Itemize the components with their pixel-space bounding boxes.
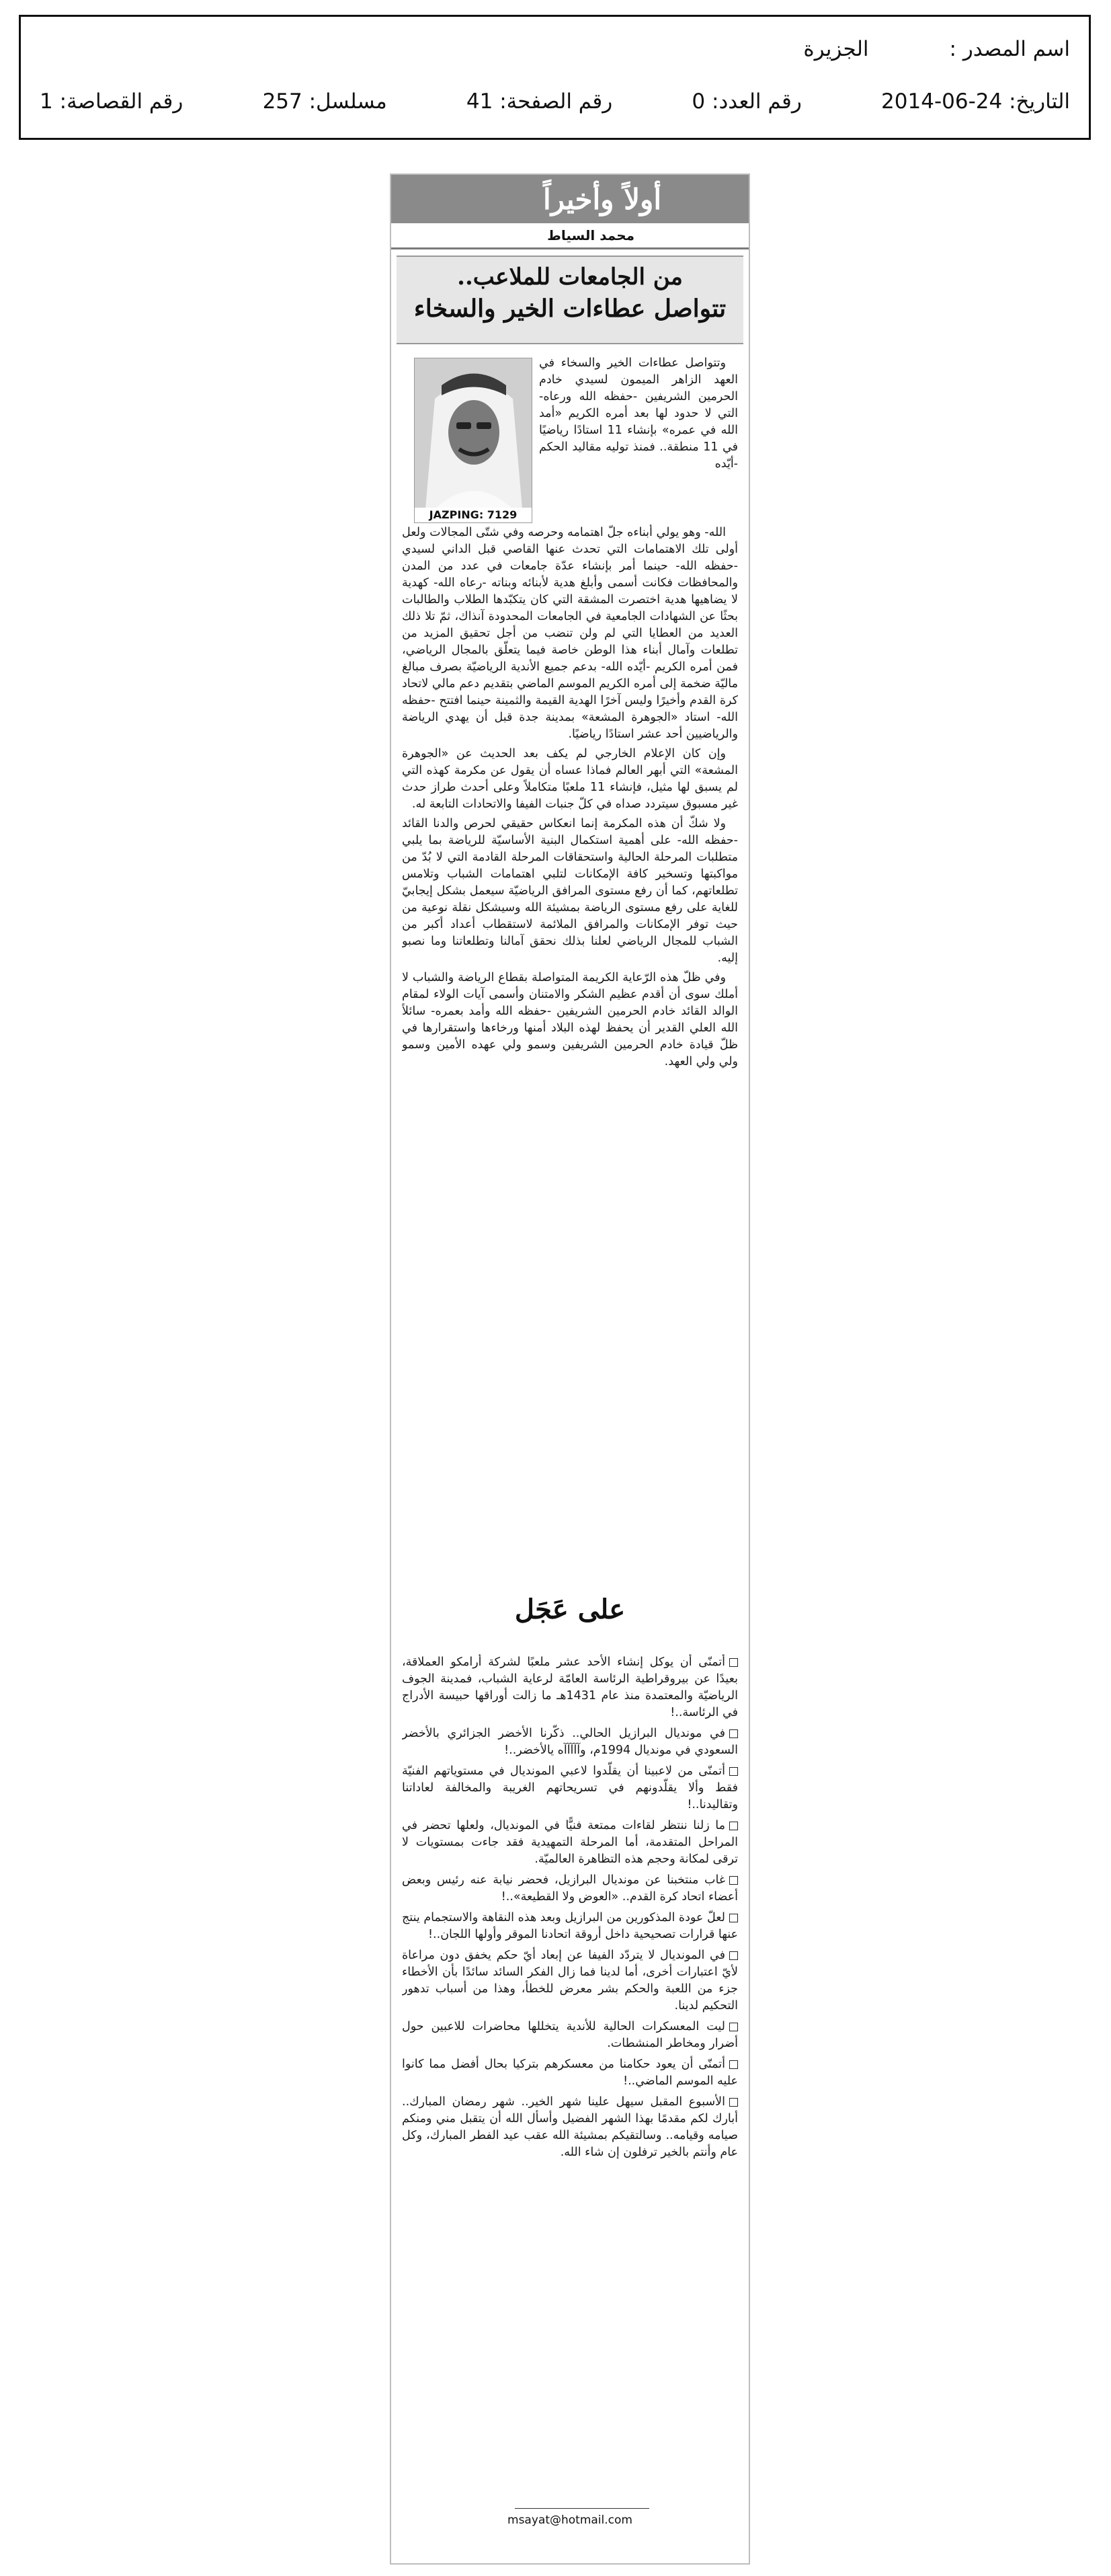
serial-field: مسلسل: 257: [262, 89, 387, 114]
quick-notes-list: [402, 1654, 738, 2501]
checkbox-bullet-icon: [729, 2060, 738, 2069]
list-item: [402, 2019, 738, 2052]
list-item-text: أتمنّى من لاعبينا أن يقلّدوا لاعبي المونديال في مستوياتهم الفنيّة فقط وألا يقلّدونهم في تسريحاتهم الغريبة والمخالفة لعاداتنا وتقاليدنا..!: [402, 1764, 738, 1811]
checkbox-bullet-icon: [729, 1729, 738, 1738]
list-item: [402, 1725, 738, 1759]
checkbox-bullet-icon: [729, 1822, 738, 1830]
list-item-text: غاب منتخبنا عن مونديال البرازيل، فحضر نيابة عنه رئيس وبعض أعضاء اتحاد كرة القدم.. «العوض ولا القطيعة»..!: [402, 1873, 738, 1904]
byline-divider: [391, 247, 749, 249]
article-body: [402, 524, 738, 1580]
article-intro: [539, 355, 738, 523]
column-banner: [391, 175, 749, 223]
list-item: [402, 2056, 738, 2090]
list-item: [402, 1763, 738, 1813]
headline-line-2: تتواصل عطاءات الخير والسخاء: [413, 295, 727, 323]
headline-line-1: من الجامعات للملاعب..: [457, 264, 683, 290]
list-item: [402, 1910, 738, 1943]
body-paragraph-4: وفي ظلّ هذه الرّعاية الكريمة المتواصلة بقطاع الرياضة والشباب لا أملك سوى أن أقدم عظيم الشكر والامتنان وأسمى آيات الولاء لمقام الوالد القائد خادم الحرمين الشريفين -حفظه الله وأمد بعمره- سائلاً الله العلي القدير أن يحفظ لهذه البلاد أمنها ورخاءها واستقرارها في ظلّ قيادة خادم الحرمين الشريفين وسمو ولي عهده الأمين وسمو ولي ولي العهد.: [402, 971, 738, 1068]
list-item-text: أتمنّى أن يعود حكامنا من معسكرهم بتركيا بحال أفضل مما كانوا عليه الموسم الماضي..!: [402, 2058, 738, 2088]
signature-divider: [515, 2508, 649, 2509]
body-paragraph-2: وإن كان الإعلام الخارجي لم يكف بعد الحديث عن «الجوهرة المشعة» التي أبهر العالم فماذا عساه أن يقول عن مكرمة كهذه التي لم يسبق لها مثيل، فإنشاء 11 ملعبًا متكاملاً وعلى أحدث طراز حدث غير مسبوق سيتردد صداه في كلّ جنبات الفيفا والاتحادات التابعة له.: [402, 747, 738, 811]
source-row: [40, 37, 1070, 61]
clip-number-field: رقم القصاصة: 1: [40, 89, 183, 114]
issue-field: رقم العدد: 0: [692, 89, 802, 114]
clipping-info-box: [19, 15, 1091, 140]
checkbox-bullet-icon: [729, 2023, 738, 2031]
source-value: الجزيرة: [803, 37, 869, 61]
checkbox-bullet-icon: [729, 1951, 738, 1960]
body-paragraph-1: الله- وهو يولي أبناءه جلّ اهتمامه وحرصه وفي شتّى المجالات ولعل أولى تلك الاهتمامات التي تحدث عنها القاصي قبل الداني لسيدي -حفظه الله- حينما أمر بإنشاء عدّة جامعات في عدد من المدن والمحافظات فكانت أسمى وأبلغ هدية لأبنائه وبناته -رعاه الله- كهدية لا يضاهيها هدية اختصرت المشقة التي كان يتكبّدها الطلاب والطالبات بحثًا عن الشهادات الجامعية في الجامعات المحدودة آنذاك، ثمّ تلا ذلك العديد من العطايا التي لم ولن تنضب من أجل تحقيق المزيد من تطلعات وآمال أبناء هذا الوطن خاصة فيما يتعلّق بالمجال الرياضي، فمن أمره الكريم -أيّده الله- بدعم جميع الأندية الرياضيّة بصرف مبالغ ماليّة ضخمة إلى أمره الكريم الموسم الماضي بتقديم دعم مالي لاتحاد كرة القدم وأخيرًا وليس آخرًا الهدية القيمة والثمينة حينما افتتح -حفظه الله- استاد «الجوهرة المشعة» بمدينة جدة قبل أن يهدي الرياضة والرياضيين أحد عشر استادًا رياضيًا.: [402, 526, 738, 741]
list-item: [402, 1872, 738, 1906]
checkbox-bullet-icon: [729, 1876, 738, 1885]
checkbox-bullet-icon: [729, 1767, 738, 1776]
checkbox-bullet-icon: [729, 1914, 738, 1922]
list-item-text: في المونديال لا يتردّد الفيفا عن إبعاد أيّ حكم يخفق دون مراعاة لأيّ اعتبارات أخرى، أما لدينا فما زال الفكر السائد سائدًا بأن الأخطاء جزء من اللعبة والحكم بشر معرض للخطأ، وهذا من أسباب تدهور التحكيم لدينا.: [402, 1949, 738, 2013]
author-portrait-image: [415, 358, 532, 509]
article-headline: [397, 256, 743, 344]
intro-paragraph: وتتواصل عطاءات الخير والسخاء في العهد الزاهر الميمون لسيدي خادم الحرمين الشريفين -حفظه الله ورعاه- التي لا حدود لها بعد أمره الكريم «أمد الله في عمره» بإنشاء 11 استادًا رياضيًا في 11 منطقة.. فمنذ توليه مقاليد الحكم -أيّده: [539, 356, 738, 471]
newspaper-clipping: [390, 173, 750, 2565]
date-field: التاريخ: 24-06-2014: [881, 89, 1070, 114]
checkbox-bullet-icon: [729, 2098, 738, 2107]
list-item-text: ليت المعسكرات الحالية للأندية يتخللها محاضرات للاعبين حول أضرار ومخاطر المنشطات.: [402, 2020, 738, 2050]
author-byline: محمد السياط: [547, 227, 634, 243]
list-item-text: ما زلنا ننتظر لقاءات ممتعة فنيًّا في المونديال، ولعلها تحضر في المراحل المتقدمة، أما المرحلة التمهيدية فقد جاءت بمستويات لا ترقى لمكانة وحجم هذه التظاهرة العالميّة.: [402, 1819, 738, 1866]
photo-caption: JAZPING: 7129: [415, 508, 532, 522]
page-field: رقم الصفحة: 41: [466, 89, 613, 114]
column-name: أولاً وأخيراً: [543, 182, 661, 216]
list-item-text: أتمنّى أن يوكل إنشاء الأحد عشر ملعبًا لشركة أرامكو العملاقة، بعيدًا عن بيروقراطية الرئاسة العامّة لرعاية الشباب، فمدينة الجوف الرياضيّة والمعتمدة منذ عام 1431هـ ما زالت أوراقها حبيسة الأدراج في الرئاسة..!: [402, 1655, 738, 1719]
list-item: [402, 1654, 738, 1721]
list-item-text: الأسبوع المقبل سيهل علينا شهر الخير.. شهر رمضان المبارك.. أبارك لكم مقدمًا بهذا الشهر الفضيل وأسأل الله أن يتقبل مني ومنكم صيامه وقيامه.. وسالتقيكم بمشيئة الله عقب عيد الفطر المبارك، وكل عام وأنتم بالخير ترفلون إن شاء الله.: [402, 2095, 738, 2159]
body-paragraph-3: ولا شكّ أن هذه المكرمة إنما انعكاس حقيقي لحرص والدنا القائد -حفظه الله- على أهمية استكمال البنية الأساسيّة للرياضة بما يلبي متطلبات المرحلة الحالية واستحقاقات المرحلة القادمة التي لا بُدّ من مواكبتها وتسخير كافة الإمكانات لتلبي اهتمامات الشباب وتلامس تطلعاتهم، كما أن رفع مستوى المرافق الرياضيّة سيعمل بشكل إيجابيّ للغاية على رفع مستوى الرياضة بمشيئة الله وسيشكل نقلة نوعية من حيث توفر الإمكانات والمرافق الملائمة لاستقطاب أعداد أكبر من الشباب للمجال الرياضي لعلنا بذلك نحقق آمالنا وتطلعاتنا وما نصبو إليه.: [402, 817, 738, 965]
section-subtitle: على عَجَل: [514, 1594, 626, 1625]
list-item-text: لعلّ عودة المذكورين من البرازيل وبعد هذه النقاهة والاستجمام ينتج عنها قرارات تصحيحية داخل أروقة اتحادنا الموقر وأولها اللجان..!: [402, 1911, 738, 1941]
source-label: اسم المصدر :: [949, 37, 1070, 61]
author-email: msayat@hotmail.com: [507, 2513, 632, 2527]
list-item: [402, 2094, 738, 2161]
author-photo: [414, 358, 532, 523]
list-item-text: في مونديال البرازيل الحالي.. ذكّرنا الأخضر الجزائري بالأخضر السعودي في مونديال 1994م، وآآآآآه يالأخضر..!: [402, 1727, 738, 1757]
list-item: [402, 1818, 738, 1868]
meta-row: [40, 89, 1070, 114]
checkbox-bullet-icon: [729, 1658, 738, 1667]
list-item: [402, 1947, 738, 2015]
